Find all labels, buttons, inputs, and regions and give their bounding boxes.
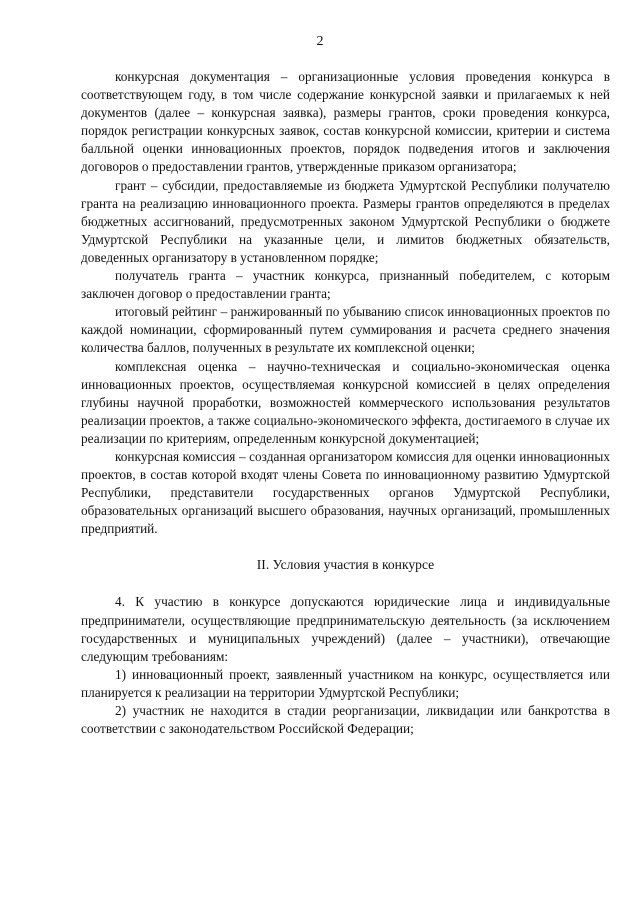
list-item-requirement-2: 2) участник не находится в стадии реорганизации, ликвидации или банкротства в соответствии с законодательством Российской Федерации;: [81, 703, 610, 737]
paragraph-konkursnaya-komissiya: конкурсная комиссия – созданная организатором комиссия для оценки инновационных проектов, в состав которой входят члены Совета по инновационному развитию Удмуртской Республики, представители государственных органов Удмуртской Республики, образовательных организаций высшего образования, научных организаций, промышленных предприятий.: [81, 448, 610, 537]
section-heading: II. Условия участия в конкурсе: [256, 557, 435, 573]
page-number: 2: [316, 34, 324, 49]
paragraph-kompleksnaya-otsenka: комплексная оценка – научно-техническая и социально-экономическая оценка инновационных проектов, осуществляемая конкурсной комиссией в целях определения глубины научной проработки, возможностей коммерческого использования результатов реализации проектов, а также социально-экономического эффекта, достигаемого в случае их реализации по критериям, определенным конкурсной документацией;: [81, 358, 610, 446]
paragraph-grant: грант – субсидии, предоставляемые из бюджета Удмуртской Республики получателю гранта на реализацию инновационного проекта. Размеры грантов определяются в пределах бюджетных ассигнований, предусмотренных законом Удмуртской Республики о бюджете Удмуртской Республики на указанные цели, и лимитов бюджетных обязательств, доведенных организатору в установленном порядке;: [81, 177, 610, 265]
paragraph-poluchatel-granta: получатель гранта – участник конкурса, признанный победителем, с которым заключен договор о предоставлении гранта;: [81, 268, 610, 302]
document-body: [81, 68, 610, 738]
paragraph-konkursnaya-dokumentatsiya: конкурсная документация – организационные условия проведения конкурса в соответствующем году, в том числе содержание конкурсной заявки и прилагаемых к ней документов (далее – конкурсная заявка), размеры грантов, сроки проведения конкурса, порядок регистрации конкурсных заявок, состав конкурсной комиссии, критерии и система балльной оценки инновационных проектов, порядок подведения итогов и заключения договоров о предоставлении грантов, утвержденные приказом организатора;: [81, 69, 610, 175]
paragraph-item-4: 4. К участию в конкурсе допускаются юридические лица и индивидуальные предприниматели, осуществляющие предпринимательскую деятельность (за исключением государственных и муниципальных учреждений) (далее – участники), отвечающие следующим требованиям:: [81, 594, 610, 664]
list-item-requirement-1: 1) инновационный проект, заявленный участником на конкурс, осуществляется или планируется к реализации на территории Удмуртской Республики;: [81, 666, 610, 700]
paragraph-itogovyi-reiting: итоговый рейтинг – ранжированный по убыванию список инновационных проектов по каждой номинации, сформированный путем суммирования и расчета среднего значения количества баллов, полученных в результате их комплексной оценки;: [81, 304, 610, 356]
